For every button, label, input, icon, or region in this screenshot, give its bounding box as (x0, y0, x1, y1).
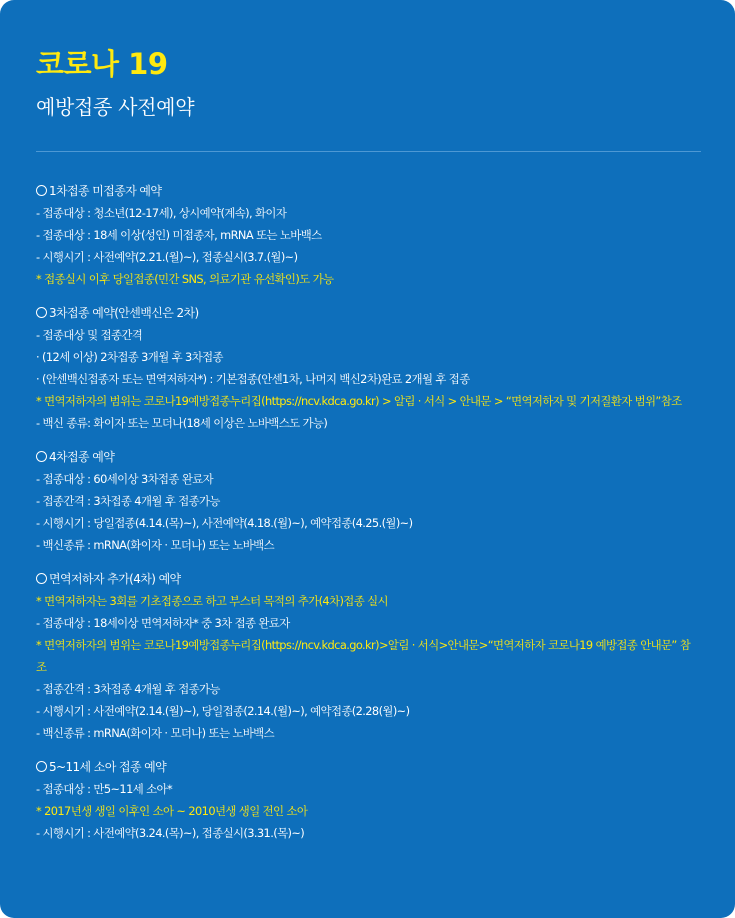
section-heading (36, 302, 701, 324)
detail-line: - 시행시기 : 당일접종(4.14.(목)~), 사전예약(4.18.(월)~), 예약접종(4.25.(월)~) (36, 516, 413, 530)
detail-line: - 접종간격 : 3차접종 4개월 후 접종가능 (36, 494, 220, 508)
note-line: * 접종실시 이후 당일접종(민간 SNS, 의료기관 유선확인)도 가능 (36, 272, 334, 286)
circle-bullet-icon (36, 451, 47, 462)
notice-content (36, 180, 701, 844)
detail-line: - 접종대상 : 18세이상 면역저하자* 중 3차 접종 완료자 (36, 616, 290, 630)
detail-line: - 접종대상 및 접종간격 (36, 328, 143, 342)
detail-line: - 백신종류 : mRNA(화이자 · 모더나) 또는 노바백스 (36, 726, 274, 740)
divider (36, 151, 701, 152)
detail-line: - 백신 종류: 화이자 또는 모더나(18세 이상은 노바백스도 가능) (36, 416, 328, 430)
detail-line: - 접종대상 : 청소년(12-17세), 상시예약(계속), 화이자 (36, 206, 287, 220)
detail-line: - 접종대상 : 60세이상 3차접종 완료자 (36, 472, 214, 486)
detail-line: · (12세 이상) 2차접종 3개월 후 3차접종 (36, 350, 223, 364)
notice-section (36, 302, 701, 434)
note-line: * 2017년생 생일 이후인 소아 ~ 2010년생 생일 전인 소아 (36, 804, 308, 818)
section-heading (36, 446, 701, 468)
section-heading-text: 3차접종 예약(안센백신은 2차) (49, 306, 199, 320)
detail-line: - 시행시기 : 사전예약(3.24.(목)~), 접종실시(3.31.(목)~) (36, 826, 305, 840)
circle-bullet-icon (36, 761, 47, 772)
notice-section (36, 568, 701, 744)
section-heading-text: 5~11세 소아 접종 예약 (49, 760, 167, 774)
notice-section (36, 446, 701, 556)
notice-section (36, 180, 701, 290)
section-heading (36, 180, 701, 202)
note-line: * 면역저하자는 3회를 기초접종으로 하고 부스터 목적의 추가(4차)접종 실시 (36, 594, 388, 608)
page-subtitle: 예방접종 사전예약 (36, 95, 195, 119)
detail-line: · (안센백신접종자 또는 면역저하자*) : 기본접종(안센1차, 나머지 백신2차)완료 2개월 후 접종 (36, 372, 470, 386)
detail-line: - 시행시기 : 사전예약(2.21.(월)~), 접종실시(3.7.(월)~) (36, 250, 298, 264)
section-heading (36, 568, 701, 590)
section-heading-text: 1차접종 미접종자 예약 (49, 184, 162, 198)
circle-bullet-icon (36, 185, 47, 196)
detail-line: - 시행시기 : 사전예약(2.14.(월)~), 당일접종(2.14.(월)~), 예약접종(2.28(월)~) (36, 704, 410, 718)
circle-bullet-icon (36, 573, 47, 584)
detail-line: - 접종간격 : 3차접종 4개월 후 접종가능 (36, 682, 220, 696)
circle-bullet-icon (36, 307, 47, 318)
section-heading (36, 756, 701, 778)
detail-line: - 접종대상 : 18세 이상(성인) 미접종자, mRNA 또는 노바백스 (36, 228, 322, 242)
note-line: * 면역저하자의 범위는 코로나19예방접종누리집(https://ncv.kdca.go.kr)>알림 · 서식>안내문>“면역저하자 코로나19 예방접종 안내문” 참조 (36, 638, 691, 674)
note-line: * 면역저하자의 범위는 코로나19예방접종누리집(https://ncv.kdca.go.kr) > 알림 · 서식 > 안내문 > “면역저하자 및 기저질환자 범위”참조 (36, 394, 682, 408)
page-title: 코로나 19 (36, 47, 168, 81)
detail-line: - 접종대상 : 만5~11세 소아* (36, 782, 173, 796)
detail-line: - 백신종류 : mRNA(화이자 · 모더나) 또는 노바백스 (36, 538, 274, 552)
section-heading-text: 면역저하자 추가(4차) 예약 (49, 572, 181, 586)
notice-section (36, 756, 701, 844)
section-heading-text: 4차접종 예약 (49, 450, 115, 464)
